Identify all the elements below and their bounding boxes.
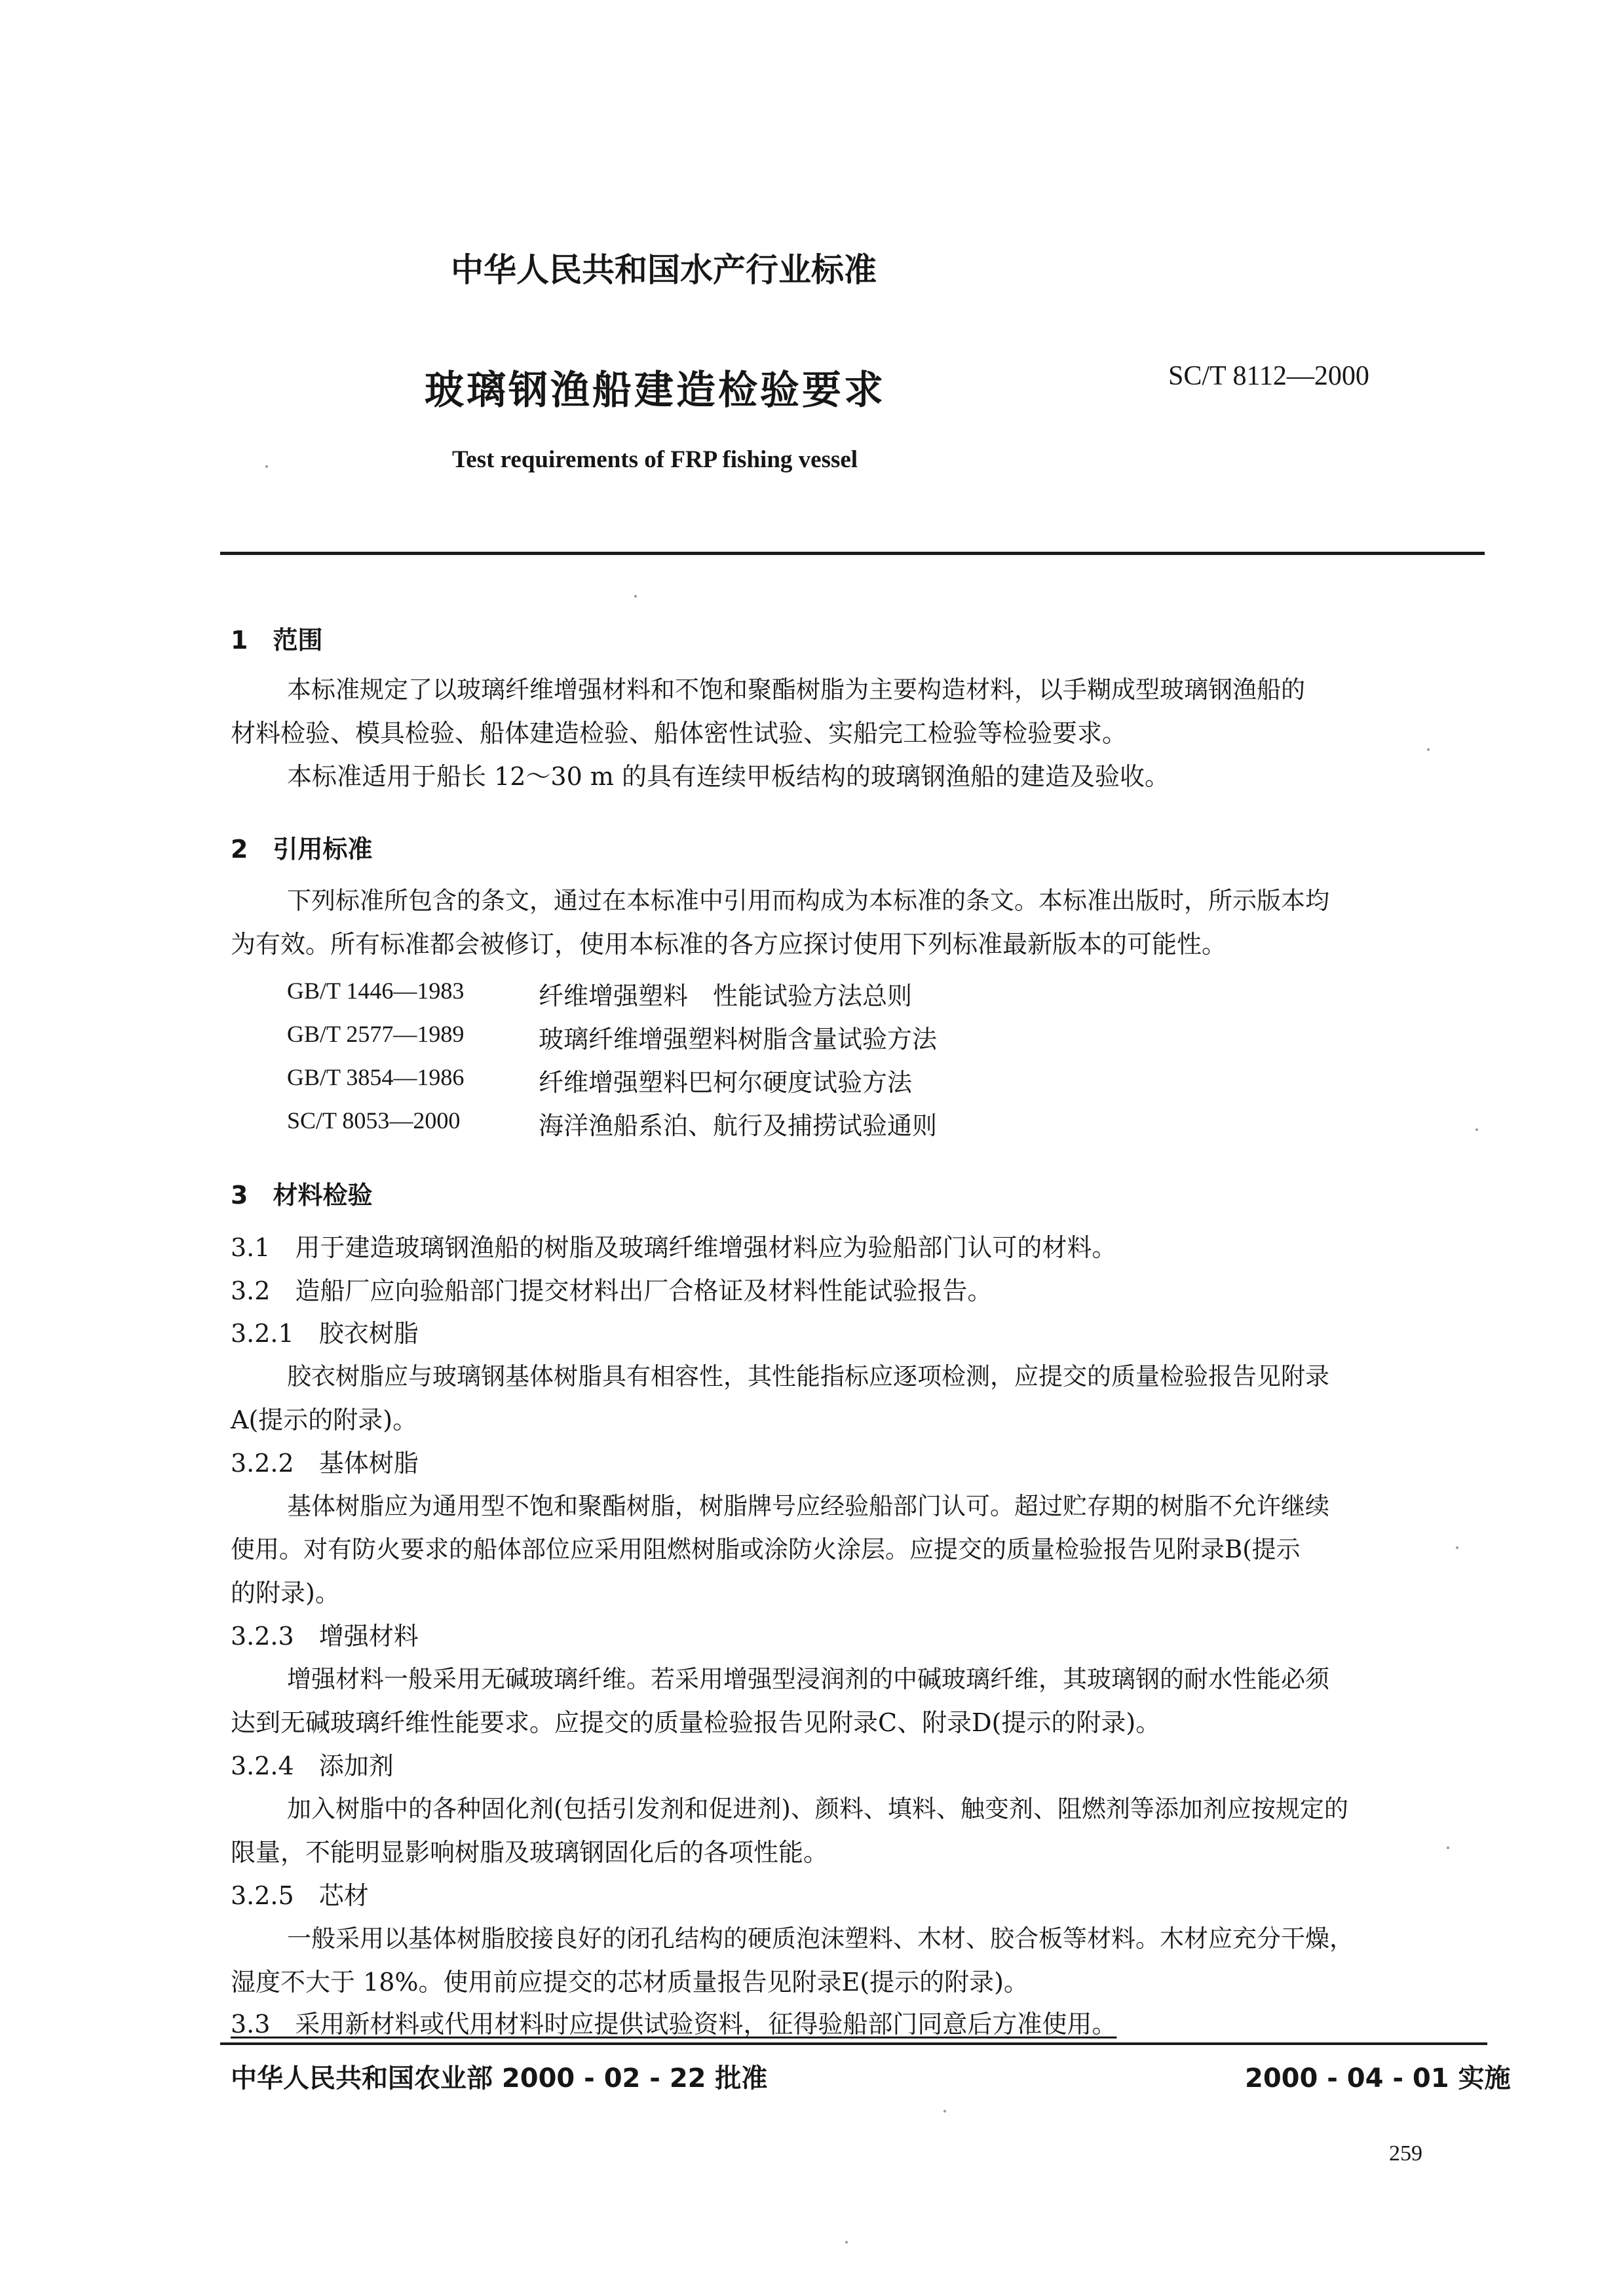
section-3-heading: 3 材料检验 bbox=[231, 1181, 373, 1210]
reference-code: SC/T 8053—2000 bbox=[287, 1107, 461, 1134]
reference-title: 玻璃纤维增强塑料树脂含量试验方法 bbox=[539, 1025, 938, 1054]
clause-3-2-1-line-1: 胶衣树脂应与玻璃钢基体树脂具有相容性，其性能指标应逐项检测，应提交的质量检验报告见附录 bbox=[287, 1362, 1329, 1390]
section-1-heading: 1 范围 bbox=[231, 626, 323, 655]
section-1-paragraph-1-line-1: 本标准规定了以玻璃纤维增强材料和不饱和聚酯树脂为主要构造材料，以手糊成型玻璃钢渔船的 bbox=[287, 676, 1305, 704]
clause-3-2-4-line-1: 加入树脂中的各种固化剂(包括引发剂和促进剂)、颜料、填料、触变剂、阻燃剂等添加剂应按规定的 bbox=[287, 1795, 1348, 1823]
header-divider bbox=[220, 552, 1485, 555]
reference-title: 纤维增强塑料巴柯尔硬度试验方法 bbox=[539, 1068, 913, 1097]
approval-statement: 中华人民共和国农业部 2000 - 02 - 22 批准 bbox=[231, 2063, 768, 2094]
scan-speck bbox=[943, 2110, 946, 2113]
clause-3-2-3-line-1: 增强材料一般采用无碱玻璃纤维。若采用增强型浸润剂的中碱玻璃纤维，其玻璃钢的耐水性能必须 bbox=[287, 1665, 1329, 1693]
document-title: 玻璃钢渔船建造检验要求 bbox=[425, 368, 886, 413]
section-2-heading: 2 引用标准 bbox=[231, 835, 373, 864]
section-2-paragraph-line-1: 下列标准所包含的条文，通过在本标准中引用而构成为本标准的条文。本标准出版时，所示版本均 bbox=[287, 887, 1329, 915]
clause-3-2-1-line-2: A(提示的附录)。 bbox=[231, 1406, 418, 1434]
clause-3-2-1-heading: 3.2.1 胶衣树脂 bbox=[231, 1319, 419, 1348]
clause-3-2-4-line-2: 限量，不能明显影响树脂及玻璃钢固化后的各项性能。 bbox=[231, 1838, 829, 1867]
reference-title: 海洋渔船系泊、航行及捕捞试验通则 bbox=[539, 1111, 938, 1140]
clause-3-2: 3.2 造船厂应向验船部门提交材料出厂合格证及材料性能试验报告。 bbox=[231, 1276, 993, 1305]
scan-speck bbox=[845, 2241, 848, 2244]
clause-3-1: 3.1 用于建造玻璃钢渔船的树脂及玻璃纤维增强材料应为验船部门认可的材料。 bbox=[231, 1233, 1117, 1262]
clause-3-2-5-heading: 3.2.5 芯材 bbox=[231, 1881, 369, 1910]
scan-speck bbox=[634, 595, 637, 598]
clause-3-2-5-line-1: 一般采用以基体树脂胶接良好的闭孔结构的硬质泡沫塑料、木材、胶合板等材料。木材应充分干燥， bbox=[287, 1924, 1354, 1953]
clause-3-2-2-line-1: 基体树脂应为通用型不饱和聚酯树脂，树脂牌号应经验船部门认可。超过贮存期的树脂不允许继续 bbox=[287, 1492, 1329, 1520]
clause-3-2-2-line-2: 使用。对有防火要求的船体部位应采用阻燃树脂或涂防火涂层。应提交的质量检验报告见附录B(提示 bbox=[231, 1535, 1301, 1563]
section-1-paragraph-2: 本标准适用于船长 12～30 m 的具有连续甲板结构的玻璃钢渔船的建造及验收。 bbox=[287, 762, 1170, 791]
clause-3-2-3-heading: 3.2.3 增强材料 bbox=[231, 1622, 419, 1651]
standard-category: 中华人民共和国水产行业标准 bbox=[451, 251, 877, 289]
scan-speck bbox=[265, 465, 268, 468]
clause-3-3: 3.3 采用新材料或代用材料时应提供试验资料，征得验船部门同意后方准使用。 bbox=[231, 2010, 1117, 2038]
scan-speck bbox=[1476, 1128, 1478, 1131]
footer-divider bbox=[220, 2042, 1487, 2045]
reference-title: 纤维增强塑料 性能试验方法总则 bbox=[539, 982, 913, 1010]
scan-speck bbox=[1456, 1546, 1458, 1549]
english-title: Test requirements of FRP fishing vessel bbox=[452, 446, 858, 473]
clause-3-2-5-line-2: 湿度不大于 18%。使用前应提交的芯材质量报告见附录E(提示的附录)。 bbox=[231, 1968, 1029, 1997]
reference-code: GB/T 2577—1989 bbox=[287, 1021, 465, 1047]
reference-code: GB/T 3854—1986 bbox=[287, 1064, 465, 1090]
section-2-paragraph-line-2: 为有效。所有标准都会被修订，使用本标准的各方应探讨使用下列标准最新版本的可能性。 bbox=[231, 930, 1227, 959]
scan-speck bbox=[1427, 748, 1430, 751]
reference-code: GB/T 1446—1983 bbox=[287, 978, 465, 1004]
clause-3-2-2-heading: 3.2.2 基体树脂 bbox=[231, 1449, 419, 1478]
implementation-date: 2000 - 04 - 01 实施 bbox=[1245, 2063, 1511, 2094]
clause-3-2-4-heading: 3.2.4 添加剂 bbox=[231, 1751, 394, 1780]
page-number: 259 bbox=[1389, 2141, 1422, 2166]
scan-speck bbox=[1447, 1846, 1449, 1849]
clause-3-2-3-line-2: 达到无碱玻璃纤维性能要求。应提交的质量检验报告见附录C、附录D(提示的附录)。 bbox=[231, 1708, 1161, 1737]
standard-code: SC/T 8112—2000 bbox=[1168, 361, 1369, 391]
clause-3-2-2-line-3: 的附录)。 bbox=[231, 1578, 340, 1607]
section-1-paragraph-1-line-2: 材料检验、模具检验、船体建造检验、船体密性试验、实船完工检验等检验要求。 bbox=[231, 719, 1128, 748]
